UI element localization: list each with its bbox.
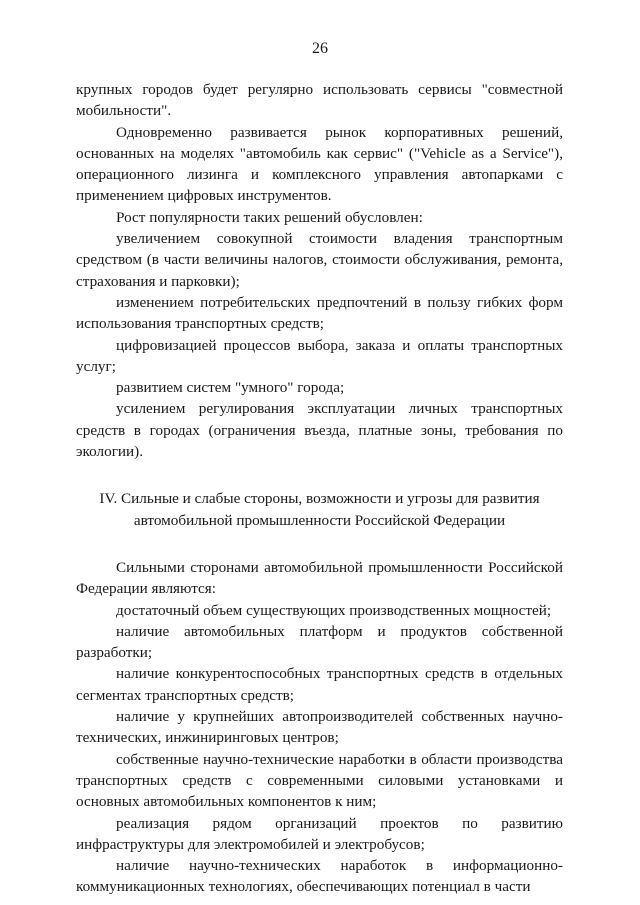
list-item: реализация рядом организаций проектов по развитию инфраструктуры для электромобилей и электробусов; <box>76 814 563 853</box>
list-item: собственные научно-технические наработки в области производства транспортных средств с современными силовыми установками и основных автомобильных компонентов к ним; <box>76 750 563 811</box>
section-heading-line: автомобильной промышленности Российской Федерации <box>133 511 506 529</box>
list-item: наличие конкурентоспособных транспортных средств в отдельных сегментах транспортных средств; <box>76 665 563 704</box>
document-body <box>76 79 563 898</box>
section-heading-line: IV. Сильные и слабые стороны, возможности и угрозы для развития <box>99 490 540 508</box>
paragraph: Рост популярности таких решений обусловлен: <box>116 208 423 226</box>
page-number: 26 <box>312 40 328 57</box>
list-item: увеличением совокупной стоимости владения транспортным средством (в части величины налогов, стоимости обслуживания, ремонта, страхования и парковки); <box>76 230 563 290</box>
paragraph: крупных городов будет регулярно использовать сервисы "совместной мобильности". <box>76 81 563 120</box>
list-item: достаточный объем существующих производственных мощностей; <box>116 601 552 619</box>
list-item: наличие научно-технических наработок в информационно-коммуникационных технологиях, обеспечивающих потенциал в части <box>76 857 563 896</box>
paragraph: Одновременно развивается рынок корпоративных решений, основанных на моделях "автомобиль как сервис" ("Vehicle as a Service"), операционного лизинга и комплексного управления автопарками с применением цифровых инструментов. <box>76 123 563 205</box>
list-item: наличие у крупнейших автопроизводителей собственных научно-технических, инжиниринговых центров; <box>76 708 563 747</box>
section-heading <box>76 488 563 531</box>
list-item: изменением потребительских предпочтений в пользу гибких форм использования транспортных средств; <box>76 293 563 333</box>
list-item: цифровизацией процессов выбора, заказа и оплаты транспортных услуг; <box>76 336 563 375</box>
paragraph: Сильными сторонами автомобильной промышленности Российской Федерации являются: <box>76 558 563 598</box>
list-item: усилением регулирования эксплуатации личных транспортных средств в городах (ограничения въезда, платные зоны, требования по экологии). <box>76 400 563 461</box>
list-item: наличие автомобильных платформ и продуктов собственной разработки; <box>76 622 563 662</box>
list-item: развитием систем "умного" города; <box>116 379 345 397</box>
